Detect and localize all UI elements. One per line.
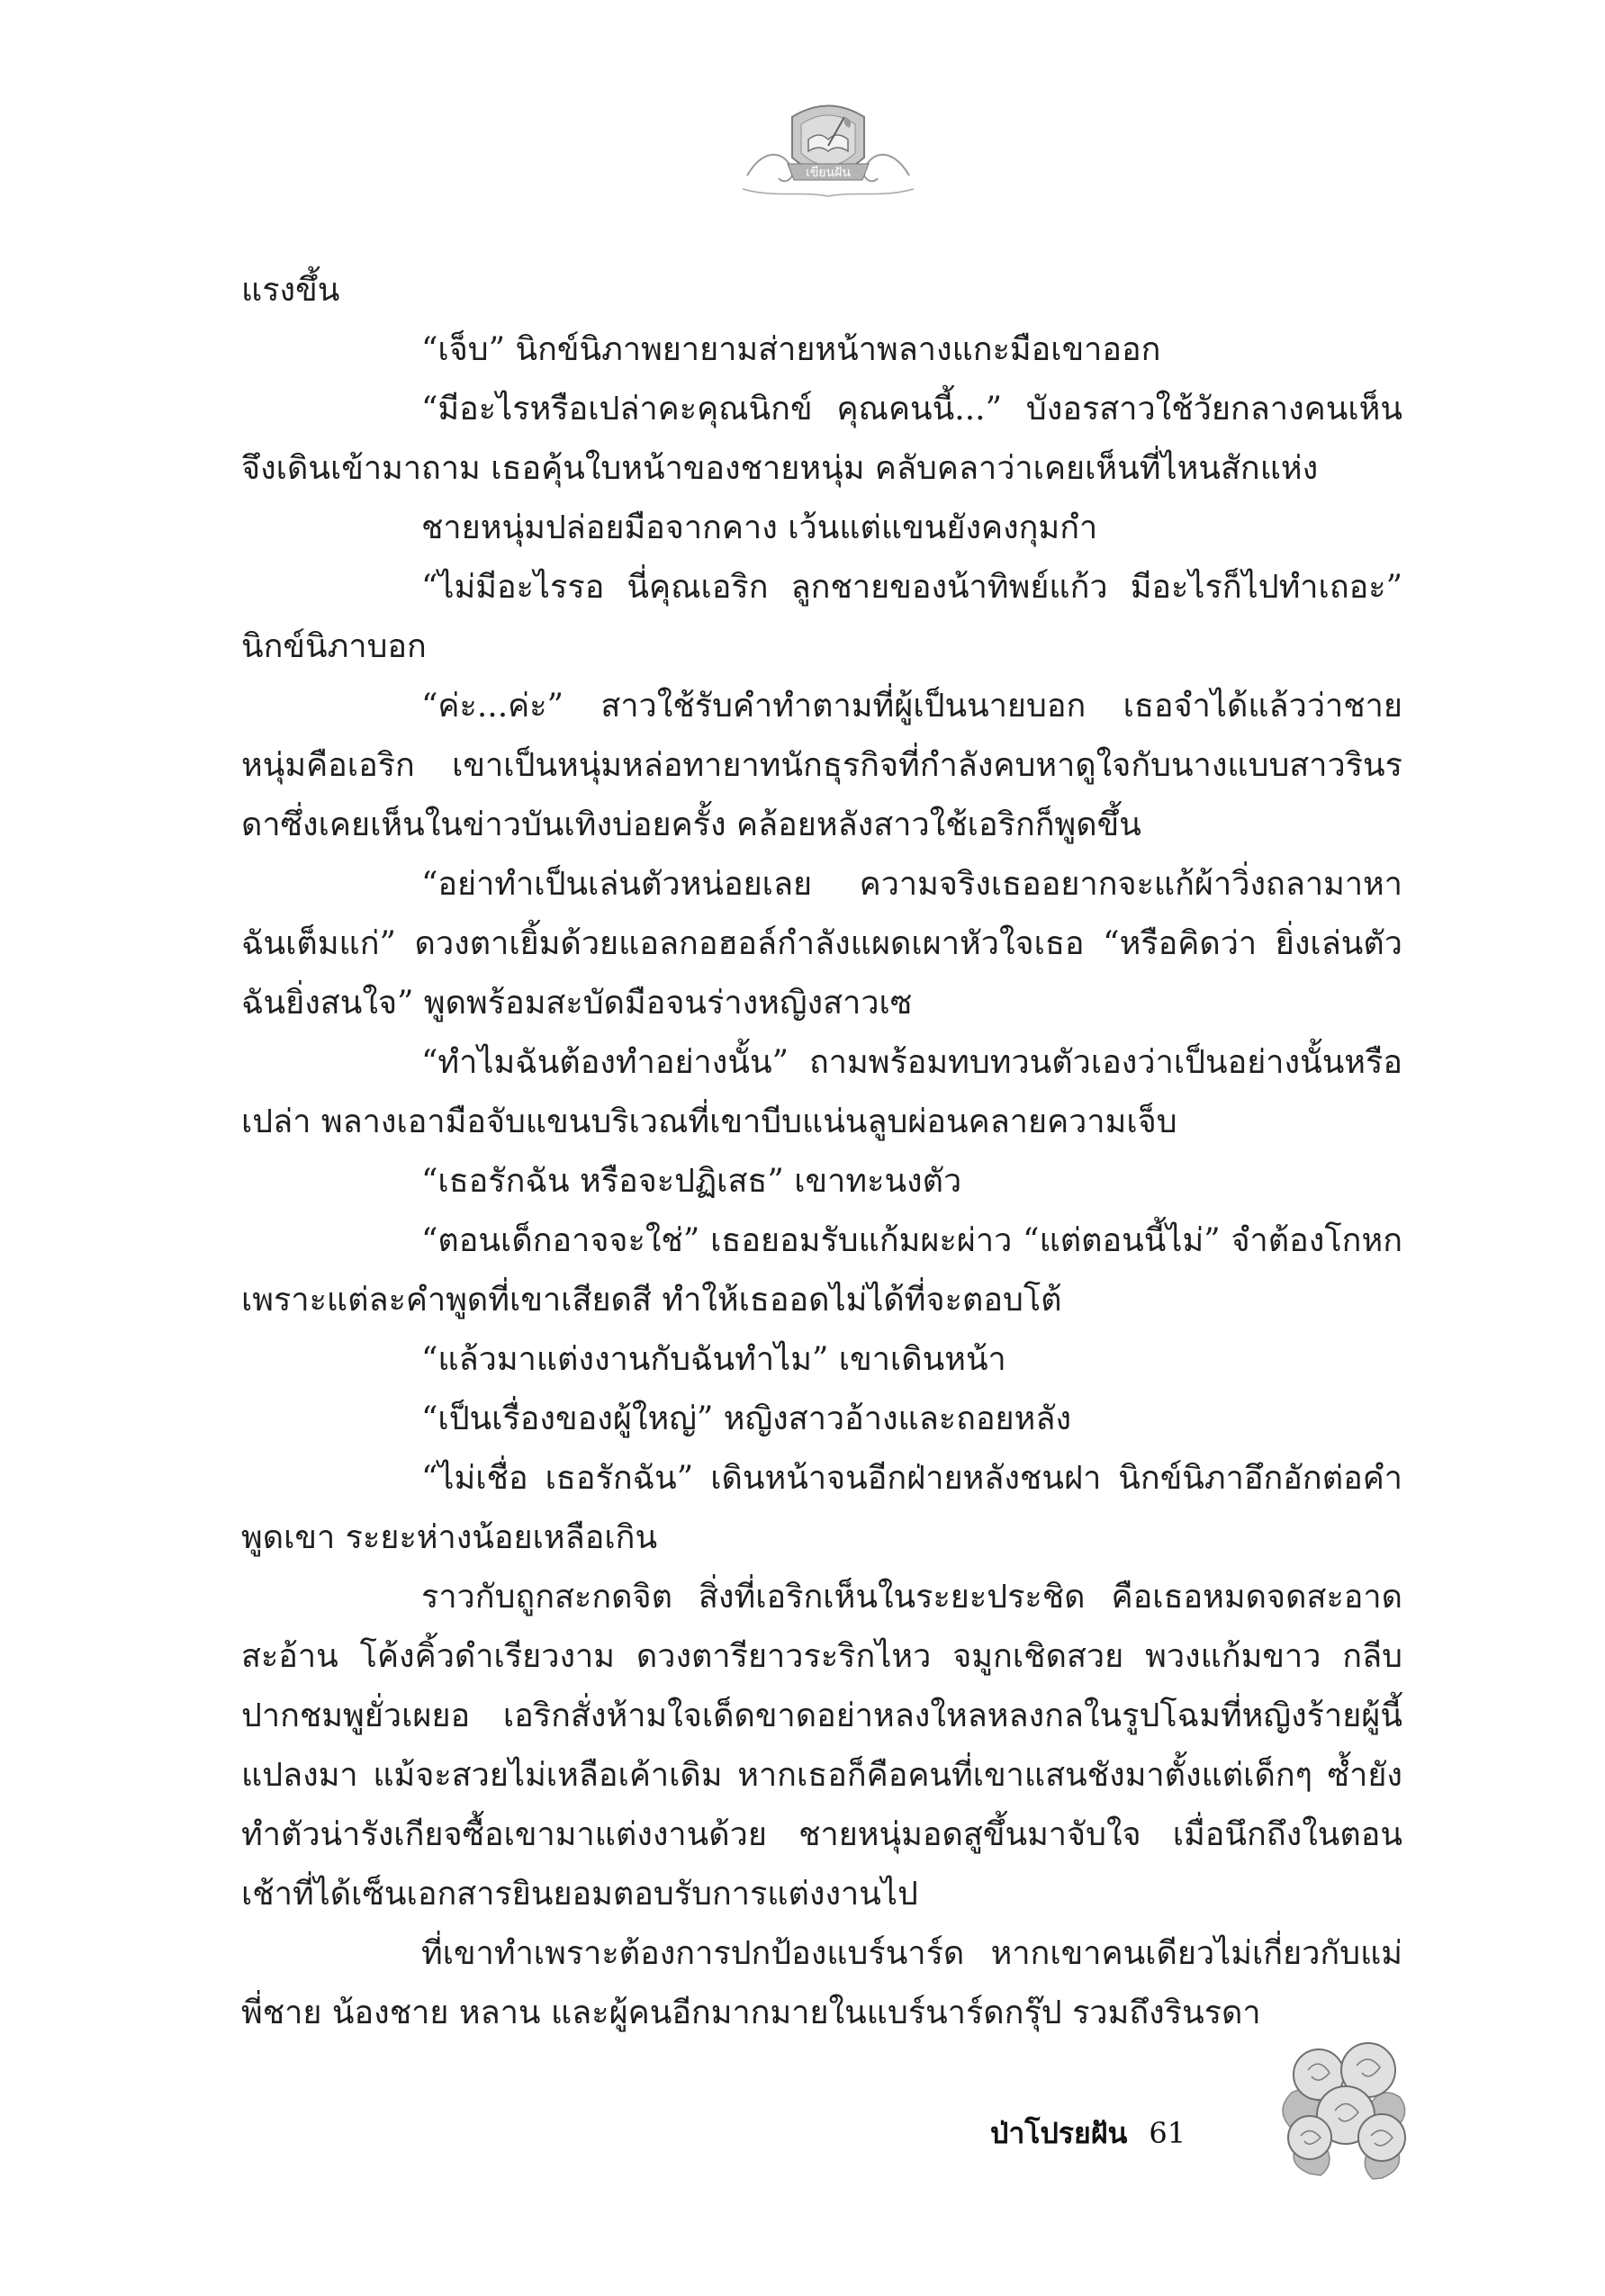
paragraph: ชายหนุ่มปล่อยมือจากคาง เว้นแต่แขนยังคงกุมกำ: [421, 509, 1098, 546]
crest-logo-text: เขียนฝัน: [806, 166, 851, 180]
paragraph: “เป็นเรื่องของผู้ใหญ่” หญิงสาวอ้างและถอยหลัง: [421, 1400, 1072, 1437]
rose-bouquet-icon: [1256, 2021, 1436, 2201]
paragraph: “อย่าทำเป็นเล่นตัวหน่อยเลย ความจริงเธออยากจะแก้ผ้าวิ่งถลามาหาฉันเต็มแก่” ดวงตาเยิ้มด้วยแอลกอฮอล์กำลังแผดเผาหัวใจเธอ “หรือคิดว่า ยิ่งเล่นตัว ฉันยิ่งสนใจ” พูดพร้อมสะบัดมือจนร่างหญิงสาวเซ: [241, 866, 1402, 1022]
paragraph: “ค่ะ...ค่ะ” สาวใช้รับคำทำตามที่ผู้เป็นนายบอก เธอจำได้แล้วว่าชายหนุ่มคือเอริก เขาเป็นหนุ่มหล่อทายาทนักธุรกิจที่กำลังคบหาดูใจกับนางแบบสาวรินรดาซึ่งเคยเห็นในข่าวบันเทิงบ่อยครั้ง คล้อยหลังสาวใช้เอริกก็พูดขึ้น: [241, 688, 1402, 843]
paragraph: “ไม่เชื่อ เธอรักฉัน” เดินหน้าจนอีกฝ่ายหลังชนฝา นิกข์นิภาอึกอักต่อคำพูดเขา ระยะห่างน้อยเหลือเกิน: [241, 1460, 1402, 1556]
ornamental-crest-icon: [738, 90, 918, 207]
paragraph: ราวกับถูกสะกดจิต สิ่งที่เอริกเห็นในระยะประชิด คือเธอหมดจดสะอาดสะอ้าน โค้งคิ้วดำเรียวงาม ดวงตารียาวระริกไหว จมูกเชิดสวย พวงแก้มขาว กลีบปากชมพูยั่วเผยอ เอริกสั่งห้ามใจเด็ดขาดอย่าหลงใหลหลงกลในรูปโฉมที่หญิงร้ายผู้นี้แปลงมา แม้จะสวยไม่เหลือเค้าเดิม หากเธอก็คือคนที่เขาแสนชังมาตั้งแต่เด็กๆ ซ้ำยังทำตัวน่ารังเกียจซื้อเขามาแต่งงานด้วย ชายหนุ่มอดสูขึ้นมาจับใจ เมื่อนึกถึงในตอนเช้าที่ได้เซ็นเอกสารยินยอมตอบรับการแต่งงานไป: [241, 1579, 1402, 1913]
body-text: [241, 261, 1402, 2043]
paragraph: “มีอะไรหรือเปล่าคะคุณนิกข์ คุณคนนี้...” บังอรสาวใช้วัยกลางคนเห็นจึงเดินเข้ามาถาม เธอคุ้นใบหน้าของชายหนุ่ม คลับคลาว่าเคยเห็นที่ไหนสักแห่ง: [241, 391, 1402, 487]
book-title: ป่าโปรยฝัน: [990, 2115, 1128, 2150]
page-number: 61: [1149, 2116, 1186, 2150]
page-footer: [990, 2106, 1186, 2160]
paragraph: “ตอนเด็กอาจจะใช่” เธอยอมรับแก้มผะผ่าว “แต่ตอนนี้ไม่” จำต้องโกหก เพราะแต่ละคำพูดที่เขาเสียดสี ทำให้เธออดไม่ได้ที่จะตอบโต้: [241, 1222, 1402, 1319]
paragraph: “เธอรักฉัน หรือจะปฏิเสธ” เขาทะนงตัว: [421, 1163, 962, 1200]
paragraph: “เจ็บ” นิกข์นิภาพยายามส่ายหน้าพลางแกะมือเขาออก: [421, 331, 1161, 368]
paragraph: “ไม่มีอะไรรอ นี่คุณเอริก ลูกชายของน้าทิพย์แก้ว มีอะไรก็ไปทำเถอะ” นิกข์นิภาบอก: [241, 569, 1402, 665]
paragraph: “แล้วมาแต่งงานกับฉันทำไม” เขาเดินหน้า: [421, 1341, 1006, 1378]
paragraph: ที่เขาทำเพราะต้องการปกป้องแบร์นาร์ด หากเขาคนเดียวไม่เกี่ยวกับแม่ พี่ชาย น้องชาย หลาน และผู้คนอีกมากมายในแบร์นาร์ดกรุ๊ป รวมถึงรินรดา: [241, 1935, 1402, 2031]
paragraph: “ทำไมฉันต้องทำอย่างนั้น” ถามพร้อมทบทวนตัวเองว่าเป็นอย่างนั้นหรือเปล่า พลางเอามือจับแขนบริเวณที่เขาบีบแน่นลูบผ่อนคลายความเจ็บ: [241, 1044, 1402, 1140]
paragraph: แรงขึ้น: [241, 272, 340, 309]
